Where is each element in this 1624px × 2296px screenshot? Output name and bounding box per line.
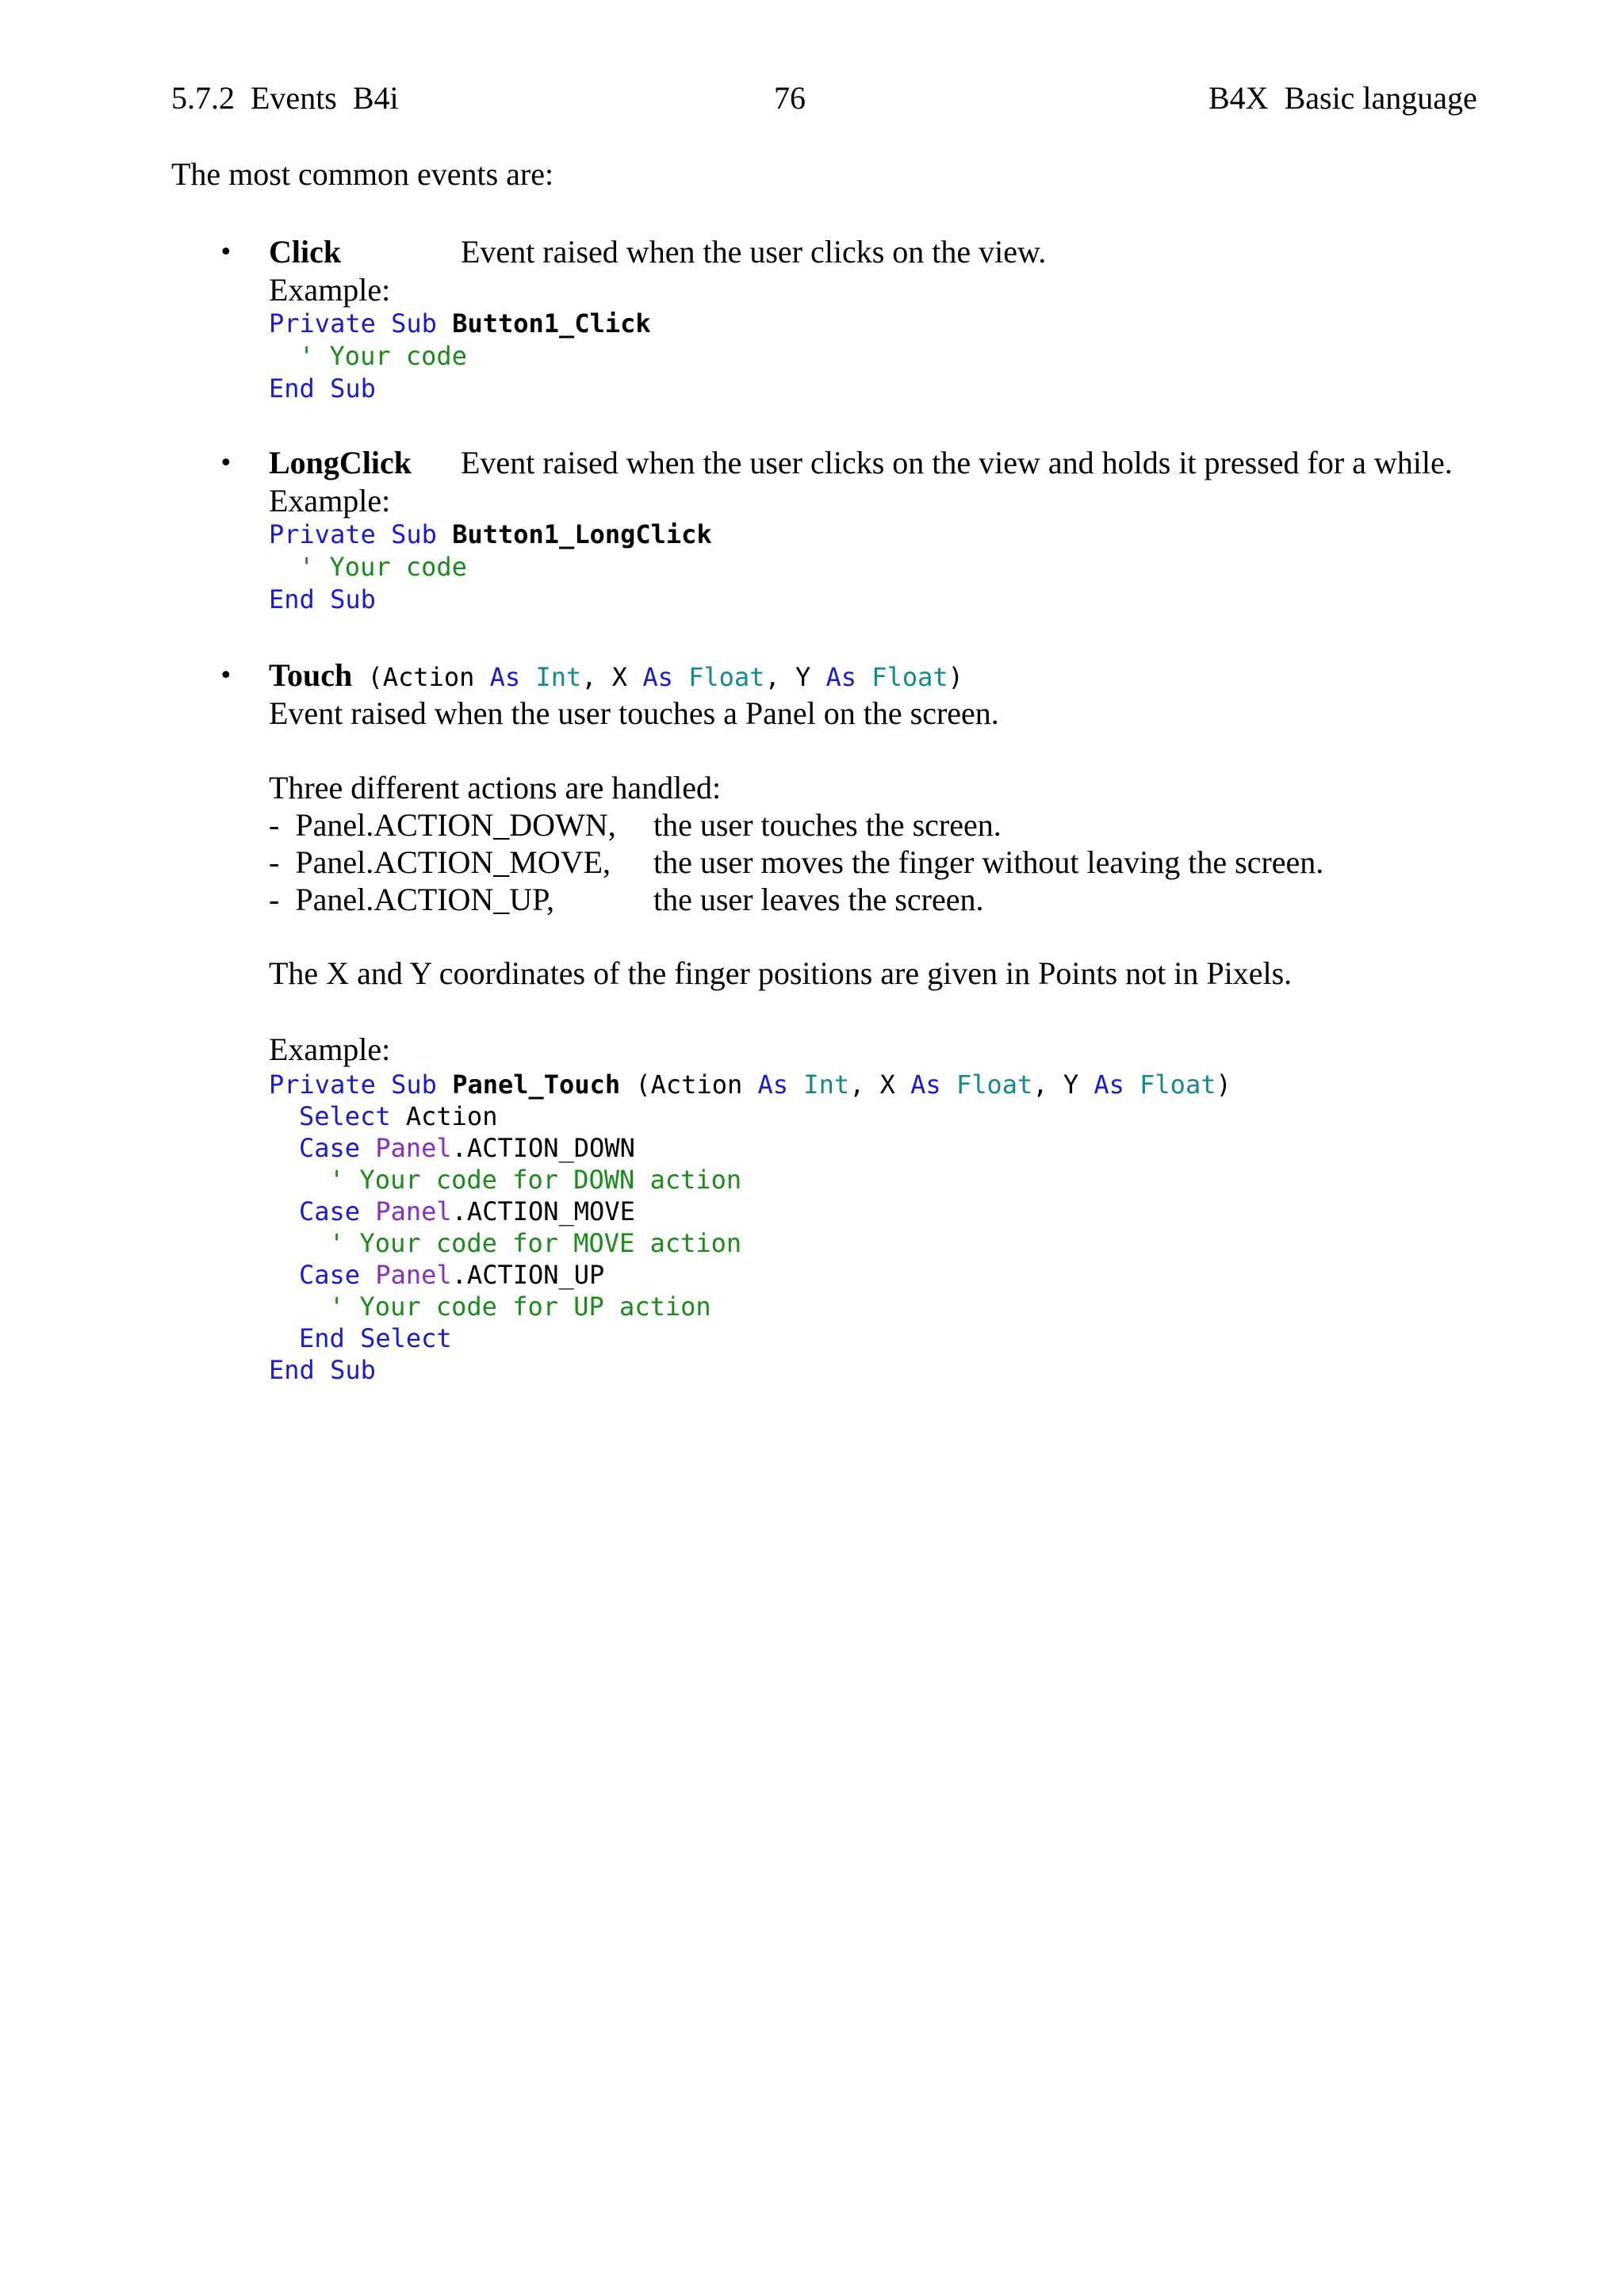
code-keyword: As	[1094, 1070, 1124, 1100]
header-section-title: 5.7.2 Events B4i	[171, 80, 399, 116]
event-description-longclick: Event raised when the user clicks on the view and holds it pressed for a while.	[461, 445, 1453, 480]
code-type: Float	[871, 662, 948, 692]
code-keyword: End	[269, 373, 315, 404]
action-name-move: - Panel.ACTION_MOVE,	[269, 844, 611, 880]
code-keyword: Select	[299, 1101, 391, 1131]
code-line-case-up	[299, 1262, 604, 1288]
code-line-case-down	[299, 1135, 635, 1161]
header-page-number: 76	[774, 80, 806, 116]
example-label-longclick: Example:	[269, 483, 391, 519]
code-type: Int	[803, 1070, 850, 1100]
code-keyword: Case	[299, 1260, 361, 1290]
code-keyword: Private	[269, 308, 376, 339]
code-keyword: Sub	[391, 1070, 437, 1100]
code-keyword: As	[489, 662, 521, 692]
code-type: Float	[956, 1070, 1033, 1100]
example-label-touch: Example:	[269, 1031, 391, 1067]
code-line-end-sub	[269, 1357, 376, 1383]
code-keyword: As	[757, 1070, 789, 1100]
code-type: Int	[535, 662, 582, 692]
code-text: .ACTION_UP	[451, 1260, 605, 1290]
code-text: )	[1216, 1070, 1231, 1100]
intro-text: The most common events are:	[171, 156, 554, 192]
action-name-up: - Panel.ACTION_UP,	[269, 882, 554, 917]
code-keyword: Private	[269, 1070, 376, 1100]
bullet-longclick: •	[219, 450, 233, 477]
action-name-down: - Panel.ACTION_DOWN,	[269, 807, 616, 843]
code-keyword: Sub	[330, 1355, 376, 1385]
actions-intro: Three different actions are handled:	[269, 770, 722, 806]
code-comment: ' Your code for MOVE action	[329, 1228, 742, 1258]
code-sub-name: Button1_LongClick	[452, 519, 712, 549]
code-keyword: As	[642, 662, 673, 692]
bullet-touch: •	[219, 662, 233, 690]
code-text: )	[948, 662, 963, 692]
code-text: , X	[849, 1070, 911, 1100]
code-class: Panel	[375, 1196, 452, 1226]
code-keyword: Private	[269, 519, 376, 549]
event-name-click: Click	[269, 234, 342, 270]
event-name-longclick: LongClick	[269, 445, 412, 480]
code-line-click-end	[269, 373, 376, 404]
code-comment: ' Your code	[299, 341, 467, 371]
code-keyword: Sub	[391, 519, 437, 549]
code-keyword: End	[269, 1355, 315, 1385]
code-class: Panel	[375, 1133, 452, 1163]
action-desc-up: the user leaves the screen.	[653, 882, 984, 917]
action-desc-down: the user touches the screen.	[653, 807, 1002, 843]
code-sub-name: Button1_Click	[452, 308, 651, 339]
code-keyword: Sub	[330, 584, 376, 614]
code-keyword: Sub	[330, 373, 376, 404]
code-text: , X	[581, 662, 643, 692]
bullet-click: •	[219, 239, 233, 266]
event-heading-touch	[269, 657, 963, 693]
event-name-touch: Touch	[269, 657, 353, 693]
code-comment: ' Your code for UP action	[329, 1292, 711, 1322]
code-keyword: End	[269, 584, 315, 614]
code-sub-name: Panel_Touch	[452, 1070, 621, 1100]
code-text: , Y	[1032, 1070, 1094, 1100]
code-line-longclick-sub	[269, 519, 712, 549]
header-book-title: B4X Basic language	[1208, 80, 1477, 116]
code-line-case-move	[299, 1196, 635, 1226]
code-text: (Action	[620, 1070, 758, 1100]
event-description-touch: Event raised when the user touches a Panel on the screen.	[269, 695, 999, 731]
event-description-click: Event raised when the user clicks on the view.	[461, 234, 1047, 270]
code-line-click-sub	[269, 308, 651, 339]
code-text: (Action	[352, 662, 490, 692]
code-line-touch-sub	[269, 1070, 1231, 1100]
code-text: Action	[390, 1101, 498, 1131]
code-text: .ACTION_DOWN	[451, 1133, 635, 1163]
code-keyword: End	[299, 1323, 345, 1353]
code-comment: ' Your code for DOWN action	[329, 1165, 742, 1195]
action-desc-move: the user moves the finger without leaving the screen.	[653, 844, 1324, 880]
code-type: Float	[688, 662, 765, 692]
code-keyword: As	[910, 1070, 941, 1100]
code-line-end-select	[299, 1323, 452, 1353]
code-comment: ' Your code	[299, 552, 467, 582]
code-class: Panel	[375, 1260, 452, 1290]
code-keyword: Case	[299, 1133, 361, 1163]
coordinates-note: The X and Y coordinates of the finger positions are given in Points not in Pixels.	[269, 955, 1293, 991]
code-line-select	[299, 1101, 498, 1131]
code-keyword: As	[825, 662, 857, 692]
code-keyword: Case	[299, 1196, 361, 1226]
code-type: Float	[1139, 1070, 1216, 1100]
touch-signature	[352, 662, 963, 692]
code-text: .ACTION_MOVE	[451, 1196, 635, 1226]
example-label-click: Example:	[269, 272, 391, 308]
code-keyword: Sub	[391, 308, 437, 339]
code-text: , Y	[764, 662, 826, 692]
code-line-longclick-end	[269, 584, 376, 614]
code-keyword: Select	[360, 1323, 452, 1353]
